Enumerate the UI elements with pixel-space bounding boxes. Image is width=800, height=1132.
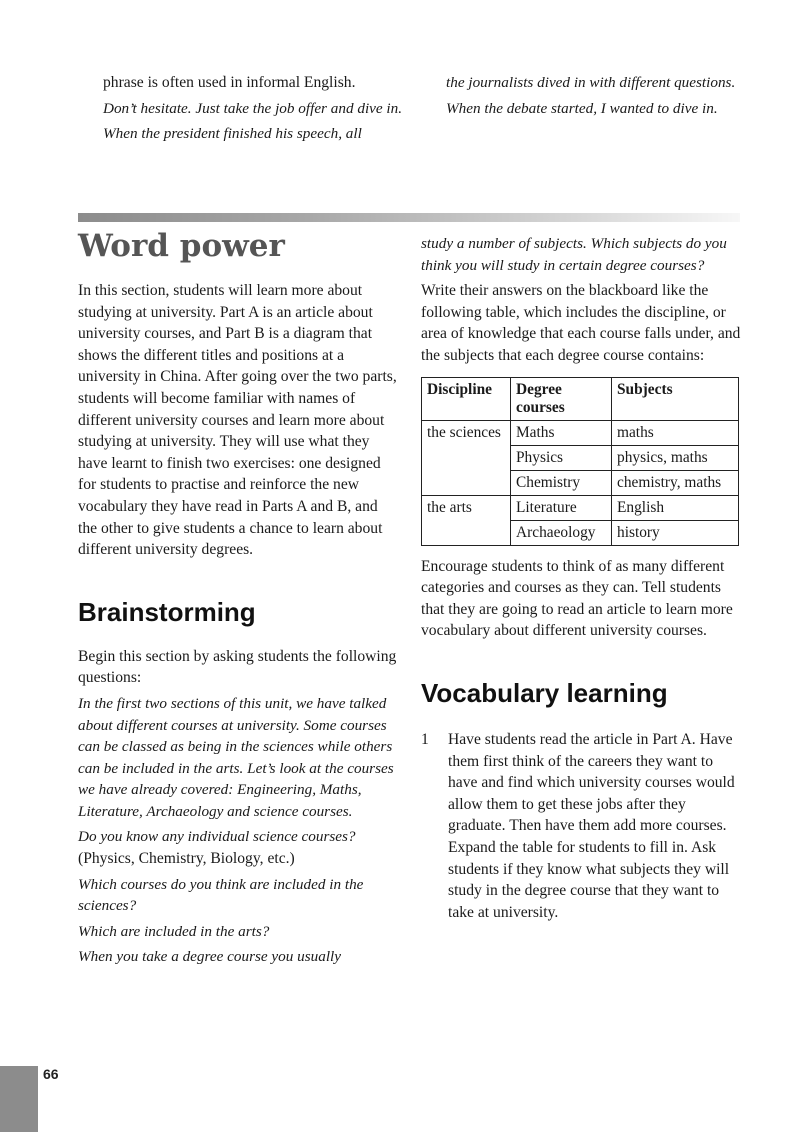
column-header: Degree courses [511, 377, 612, 420]
teacher-question: When you take a degree course you usually [78, 948, 342, 966]
discipline-cell: the arts [422, 495, 511, 545]
teacher-question: Which are included in the arts? [78, 922, 270, 940]
paragraph: In this section, students will learn more about studying at university. Part A is an article about university courses, and Part B is a diagram that shows the different titles and positions at a university in China. After going over the two parts, students will become familiar with names of different university courses and learn more about studying at university. They will use what they have learnt to finish two exercises: one designed for students to practise and reinforce the new vocabulary they have read in Parts A and B, and the other to give students a chance to learn about different university degrees. [78, 282, 397, 559]
course-cell: Archaeology [511, 520, 612, 545]
answer-text: (Physics, Chemistry, Biology, etc.) [78, 850, 295, 868]
section-title: Word power [78, 228, 285, 264]
teacher-question: Which courses do you think are included in the sciences? [78, 875, 364, 915]
left-column [78, 228, 400, 968]
table-row [422, 420, 739, 445]
course-cell: Physics [511, 445, 612, 470]
item-text: Have students read the article in Part A. Have them first think of the careers they want to have and find which university courses would allow them to get these jobs after they graduate. Then have them add more courses. Expand the table for students to fill in. Ask students if they know what subjects they will study in the degree course that they want to take at university. [448, 730, 735, 921]
example-sentence: When the debate started, I wanted to dive in. [446, 99, 718, 117]
page-number: 66 [43, 1066, 59, 1082]
top-right-text [446, 72, 746, 119]
section-divider [78, 213, 740, 222]
column-header: Subjects [612, 377, 739, 420]
paragraph: Encourage students to think of as many different categories and courses as they can. Tell students that they are going to read an article to learn more vocabulary about different university courses. [421, 557, 733, 640]
section-heading: Brainstorming [78, 596, 256, 627]
section-heading: Vocabulary learning [421, 677, 668, 708]
subjects-cell: maths [612, 420, 739, 445]
teacher-question: In the first two sections of this unit, we have talked about different courses at university. Some courses can be classed as being in the sciences while others can be included in the arts. Let’s look at the courses we have already covered: Engineering, Maths, Literature, Archaeology and science courses. [78, 694, 394, 820]
paragraph: phrase is often used in informal English. [103, 74, 356, 91]
subjects-cell: English [612, 495, 739, 520]
numbered-item [421, 729, 741, 923]
example-sentence: When the president finished his speech, all [103, 125, 362, 143]
course-cell: Chemistry [511, 470, 612, 495]
column-header: Discipline [422, 377, 511, 420]
subjects-cell: chemistry, maths [612, 470, 739, 495]
course-cell: Maths [511, 420, 612, 445]
discipline-cell: the sciences [422, 420, 511, 495]
paragraph: Write their answers on the blackboard like the following table, which includes the discipline, or area of knowledge that each course falls under, and the subjects that each degree course contains: [421, 282, 741, 364]
example-sentence: Don’t hesitate. Just take the job offer and dive in. [103, 99, 403, 117]
top-left-text [103, 72, 403, 145]
subjects-cell: physics, maths [612, 445, 739, 470]
teacher-question: Do you know any individual science courses? [78, 828, 356, 846]
table-row [422, 495, 739, 520]
paragraph: Begin this section by asking students the following questions: [78, 647, 397, 687]
page-tab [0, 1066, 38, 1132]
item-number: 1 [421, 730, 429, 748]
table-header-row [422, 377, 739, 420]
right-column [421, 233, 741, 923]
subjects-cell: history [612, 520, 739, 545]
example-sentence: the journalists dived in with different questions. [446, 74, 736, 91]
discipline-table [421, 377, 739, 546]
teacher-question: study a number of subjects. Which subjects do you think you will study in certain degree courses? [421, 235, 727, 274]
course-cell: Literature [511, 495, 612, 520]
